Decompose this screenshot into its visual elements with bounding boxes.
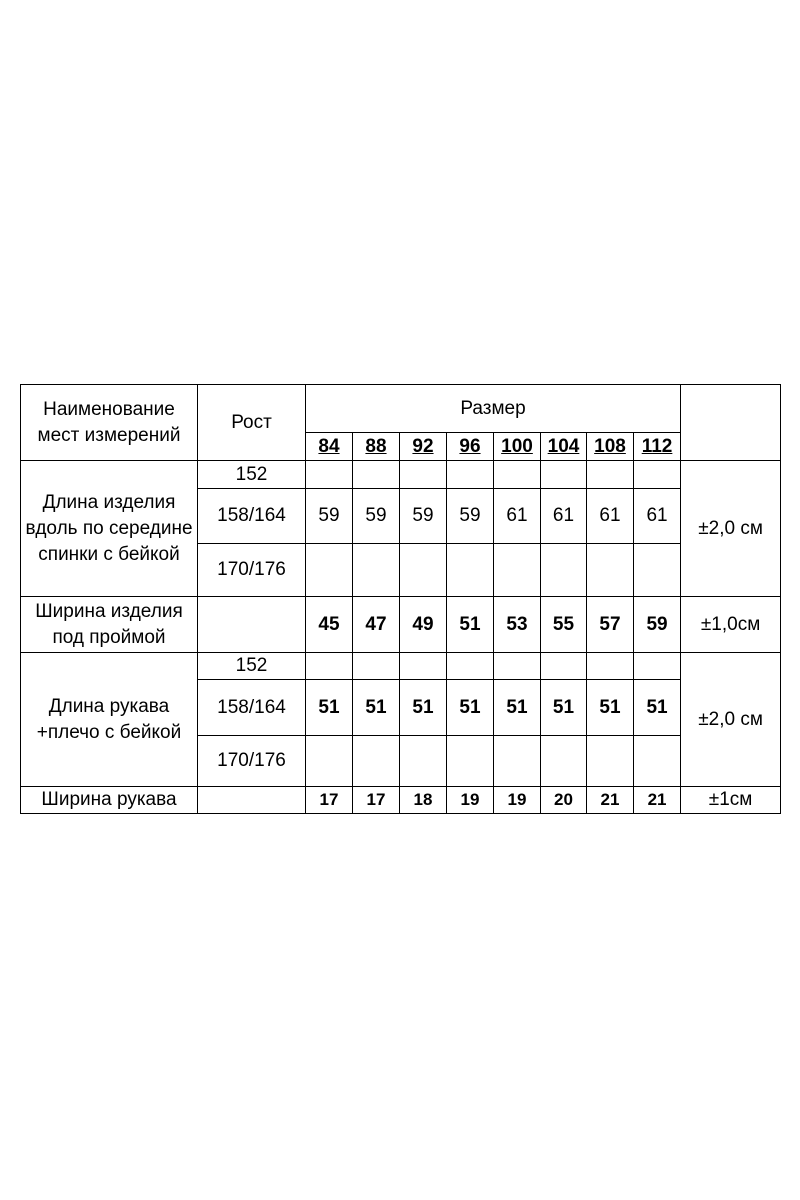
height-cell: 152: [198, 461, 306, 489]
size-col-header: 84: [306, 433, 353, 461]
value-cell: [587, 461, 634, 489]
height-cell: 170/176: [198, 736, 306, 787]
value-cell: [447, 653, 494, 680]
row-name-back-length: Длина изделия вдоль по середине спинки с бейкой: [21, 461, 198, 597]
value-cell: 51: [494, 680, 541, 736]
size-col-header: 96: [447, 433, 494, 461]
value-cell: 21: [587, 787, 634, 814]
tolerance-cell: ±2,0 см: [681, 461, 781, 597]
height-cell: 170/176: [198, 544, 306, 597]
value-cell: 61: [541, 489, 587, 544]
value-cell: [541, 653, 587, 680]
size-col-header: 104: [541, 433, 587, 461]
header-size: Размер: [306, 385, 681, 433]
tolerance-cell: ±1,0см: [681, 597, 781, 653]
tolerance-cell: ±2,0 см: [681, 653, 781, 787]
value-cell: [353, 653, 400, 680]
value-cell: [587, 736, 634, 787]
value-cell: 51: [400, 680, 447, 736]
value-cell: [306, 544, 353, 597]
height-cell: [198, 597, 306, 653]
value-cell: 51: [306, 680, 353, 736]
value-cell: 59: [634, 597, 681, 653]
value-cell: [634, 544, 681, 597]
row-name-sleeve-width: Ширина рукава: [21, 787, 198, 814]
tolerance-cell: ±1см: [681, 787, 781, 814]
value-cell: 61: [494, 489, 541, 544]
header-tolerance: [681, 385, 781, 461]
value-cell: 59: [400, 489, 447, 544]
value-cell: [447, 544, 494, 597]
height-cell: [198, 787, 306, 814]
size-col-header: 88: [353, 433, 400, 461]
value-cell: 19: [494, 787, 541, 814]
size-col-header: 112: [634, 433, 681, 461]
value-cell: 51: [353, 680, 400, 736]
value-cell: 55: [541, 597, 587, 653]
value-cell: 20: [541, 787, 587, 814]
value-cell: 47: [353, 597, 400, 653]
value-cell: 59: [306, 489, 353, 544]
value-cell: [306, 736, 353, 787]
value-cell: [400, 461, 447, 489]
value-cell: 51: [447, 680, 494, 736]
size-col-header: 92: [400, 433, 447, 461]
value-cell: [400, 544, 447, 597]
size-col-header: 100: [494, 433, 541, 461]
value-cell: [494, 736, 541, 787]
height-cell: 158/164: [198, 680, 306, 736]
value-cell: 59: [353, 489, 400, 544]
value-cell: [494, 653, 541, 680]
value-cell: 18: [400, 787, 447, 814]
value-cell: [634, 461, 681, 489]
value-cell: [447, 736, 494, 787]
row-name-sleeve-length: Длина рукава +плечо с бейкой: [21, 653, 198, 787]
value-cell: 53: [494, 597, 541, 653]
value-cell: [494, 544, 541, 597]
value-cell: [541, 736, 587, 787]
value-cell: [353, 544, 400, 597]
value-cell: 51: [587, 680, 634, 736]
value-cell: [587, 544, 634, 597]
value-cell: [634, 736, 681, 787]
value-cell: 45: [306, 597, 353, 653]
header-measurement-name: Наименование мест измерений: [21, 385, 198, 461]
value-cell: [353, 736, 400, 787]
value-cell: 57: [587, 597, 634, 653]
height-cell: 152: [198, 653, 306, 680]
value-cell: 17: [306, 787, 353, 814]
value-cell: [587, 653, 634, 680]
value-cell: 19: [447, 787, 494, 814]
value-cell: [447, 461, 494, 489]
height-cell: 158/164: [198, 489, 306, 544]
value-cell: 61: [587, 489, 634, 544]
value-cell: 59: [447, 489, 494, 544]
value-cell: [306, 461, 353, 489]
value-cell: 17: [353, 787, 400, 814]
table-header-row: [21, 385, 781, 433]
value-cell: [494, 461, 541, 489]
value-cell: 21: [634, 787, 681, 814]
value-cell: 49: [400, 597, 447, 653]
size-col-header: 108: [587, 433, 634, 461]
value-cell: [400, 736, 447, 787]
value-cell: [541, 461, 587, 489]
value-cell: 51: [634, 680, 681, 736]
size-chart-table: [20, 384, 781, 814]
table-row: [21, 597, 781, 653]
value-cell: [306, 653, 353, 680]
row-name-width-armhole: Ширина изделия под проймой: [21, 597, 198, 653]
value-cell: 51: [541, 680, 587, 736]
value-cell: [634, 653, 681, 680]
value-cell: [353, 461, 400, 489]
table-row: [21, 461, 781, 489]
header-height: Рост: [198, 385, 306, 461]
value-cell: 61: [634, 489, 681, 544]
value-cell: [541, 544, 587, 597]
table-row: [21, 787, 781, 814]
value-cell: [400, 653, 447, 680]
value-cell: 51: [447, 597, 494, 653]
table-row: [21, 653, 781, 680]
